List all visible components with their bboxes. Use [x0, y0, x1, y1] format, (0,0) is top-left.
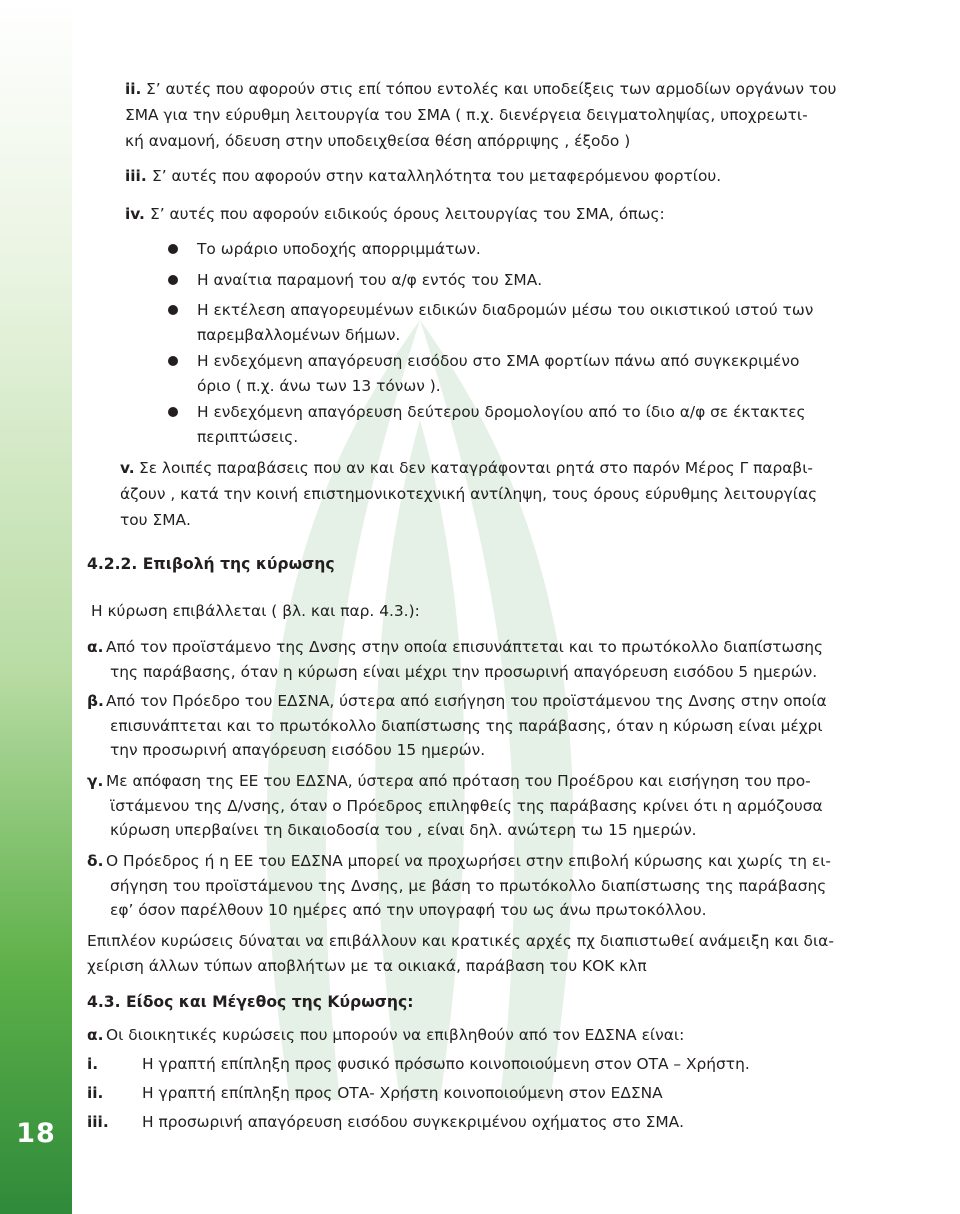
- penalty-c-text-2: ϊστάμενου της Δ/νσης, όταν ο Πρόεδρος επιληφθείς της παράβασης κρίνει ότι η αρμόζουσα: [110, 797, 823, 815]
- item-v-text-2: άζουν , κατά την κοινή επιστημονικοτεχνική αντίληψη, τους όρους εύρυθμης λειτουργίας: [120, 485, 818, 503]
- penalty-b-text-3: την προσωρινή απαγόρευση εισόδου 15 ημερών.: [110, 741, 486, 759]
- bullet-dot: [168, 356, 178, 366]
- type-3-marker: iii.: [87, 1113, 109, 1131]
- bullet-3-text-1: Η εκτέλεση απαγορευμένων ειδικών διαδρομών μέσω του οικιστικού ιστού των: [197, 301, 814, 319]
- penalty-a-marker: α.: [87, 638, 104, 656]
- penalty-a-text-1: Από τον προϊστάμενο της Δνσης στην οποία επισυνάπτεται και το πρωτόκολλο διαπίστωσης: [106, 638, 823, 656]
- bullet-4-text-1: Η ενδεχόμενη απαγόρευση εισόδου στο ΣΜΑ φορτίων πάνω από συγκεκριμένο: [197, 352, 800, 370]
- penalty-intro: Η κύρωση επιβάλλεται ( βλ. και παρ. 4.3.):: [91, 602, 420, 620]
- item-v-marker: v.: [120, 459, 135, 477]
- item-ii-marker: ii.: [125, 80, 142, 98]
- bullet-dot: [168, 407, 178, 417]
- item-iv-marker: iv.: [125, 205, 145, 223]
- item-v-text-3: του ΣΜΑ.: [120, 511, 191, 529]
- bullet-dot: [168, 244, 178, 254]
- bullet-4-text-2: όριο ( π.χ. άνω των 13 τόνων ).: [197, 377, 441, 395]
- type-3-text: Η προσωρινή απαγόρευση εισόδου συγκεκριμένου οχήματος στο ΣΜΑ.: [142, 1113, 685, 1131]
- item-v-text-1: Σε λοιπές παραβάσεις που αν και δεν καταγράφονται ρητά στο παρόν Μέρος Γ παραβι-: [139, 459, 813, 477]
- types-intro-marker: α.: [87, 1026, 104, 1044]
- penalty-b-text-2: επισυνάπτεται και το πρωτόκολλο διαπίστωσης της παράβασης, όταν η κύρωση είναι μέχρι: [110, 717, 823, 735]
- bullet-5-text-2: περιπτώσεις.: [197, 428, 299, 446]
- penalty-d-text-1: Ο Πρόεδρος ή η ΕΕ του ΕΔΣΝΑ μπορεί να προχωρήσει στην επιβολή κύρωσης και χωρίς τη ει-: [106, 852, 831, 870]
- penalty-d-marker: δ.: [87, 852, 104, 870]
- penalty-a-text-2: της παράβασης, όταν η κύρωση είναι μέχρι την προσωρινή απαγόρευση εισόδου 5 ημερών.: [110, 663, 818, 681]
- extra-penalties-text-2: χείριση άλλων τύπων αποβλήτων με τα οικιακά, παράβαση του ΚΟΚ κλπ: [87, 957, 647, 975]
- bullet-3-text-2: παρεμβαλλομένων δήμων.: [197, 326, 401, 344]
- type-1-text: Η γραπτή επίπληξη προς φυσικό πρόσωπο κοινοποιούμενη στον ΟΤΑ – Χρήστη.: [142, 1055, 750, 1073]
- type-2-text: Η γραπτή επίπληξη προς ΟΤΑ- Χρήστη κοινοποιούμενη στον ΕΔΣΝΑ: [142, 1084, 663, 1102]
- types-intro: Οι διοικητικές κυρώσεις που μπορούν να επιβληθούν από τον ΕΔΣΝΑ είναι:: [106, 1026, 685, 1044]
- penalty-c-text-3: κύρωση υπερβαίνει τη δικαιοδοσία του , είναι δηλ. ανώτερη τω 15 ημερών.: [110, 821, 697, 839]
- item-iii-text: Σ’ αυτές που αφορούν στην καταλληλότητα του μεταφερόμενου φορτίου.: [152, 167, 722, 185]
- bullet-2-text: Η αναίτια παραμονή του α/φ εντός του ΣΜΑ.: [197, 271, 543, 289]
- section-heading-4-2-2: 4.2.2. Επιβολή της κύρωσης: [87, 555, 335, 573]
- page-side-band: [0, 0, 72, 1214]
- type-2-marker: ii.: [87, 1084, 104, 1102]
- item-ii-text-3: κή αναμονή, όδευση στην υποδειχθείσα θέση απόρριψης , έξοδο ): [125, 132, 631, 150]
- item-iv-text: Σ’ αυτές που αφορούν ειδικούς όρους λειτουργίας του ΣΜΑ, όπως:: [150, 205, 665, 223]
- penalty-b-marker: β.: [87, 692, 104, 710]
- bullet-dot: [168, 275, 178, 285]
- bullet-5-text-1: Η ενδεχόμενη απαγόρευση δεύτερου δρομολογίου από το ίδιο α/φ σε έκτακτες: [197, 403, 806, 421]
- penalty-d-text-3: εφ’ όσον παρέλθουν 10 ημέρες από την υπογραφή του ως άνω πρωτοκόλλου.: [110, 901, 707, 919]
- item-ii-text-2: ΣΜΑ για την εύρυθμη λειτουργία του ΣΜΑ ( π.χ. διενέργεια δειγματοληψίας, υποχρεωτι-: [125, 106, 808, 124]
- item-iii-marker: iii.: [125, 167, 147, 185]
- page-number: 18: [16, 1118, 56, 1149]
- item-ii-text-1: Σ’ αυτές που αφορούν στις επί τόπου εντολές και υποδείξεις των αρμοδίων οργάνων του: [146, 80, 837, 98]
- penalty-d-text-2: σήγηση του προϊστάμενου της Δνσης, με βάση το πρωτόκολλο διαπίστωσης της παράβασης: [110, 877, 827, 895]
- section-heading-4-3: 4.3. Είδος και Μέγεθος της Κύρωσης:: [87, 993, 414, 1011]
- bullet-1-text: Το ωράριο υποδοχής απορριμμάτων.: [197, 240, 481, 258]
- penalty-c-marker: γ.: [87, 772, 104, 790]
- penalty-c-text-1: Με απόφαση της ΕΕ του ΕΔΣΝΑ, ύστερα από πρόταση του Προέδρου και εισήγηση του προ-: [106, 772, 811, 790]
- type-1-marker: i.: [87, 1055, 99, 1073]
- penalty-b-text-1: Από τον Πρόεδρο του ΕΔΣΝΑ, ύστερα από εισήγηση του προϊστάμενου της Δνσης στην οποία: [106, 692, 827, 710]
- extra-penalties-text-1: Επιπλέον κυρώσεις δύναται να επιβάλλουν και κρατικές αρχές πχ διαπιστωθεί ανάμειξη και δια-: [87, 932, 834, 950]
- bullet-dot: [168, 305, 178, 315]
